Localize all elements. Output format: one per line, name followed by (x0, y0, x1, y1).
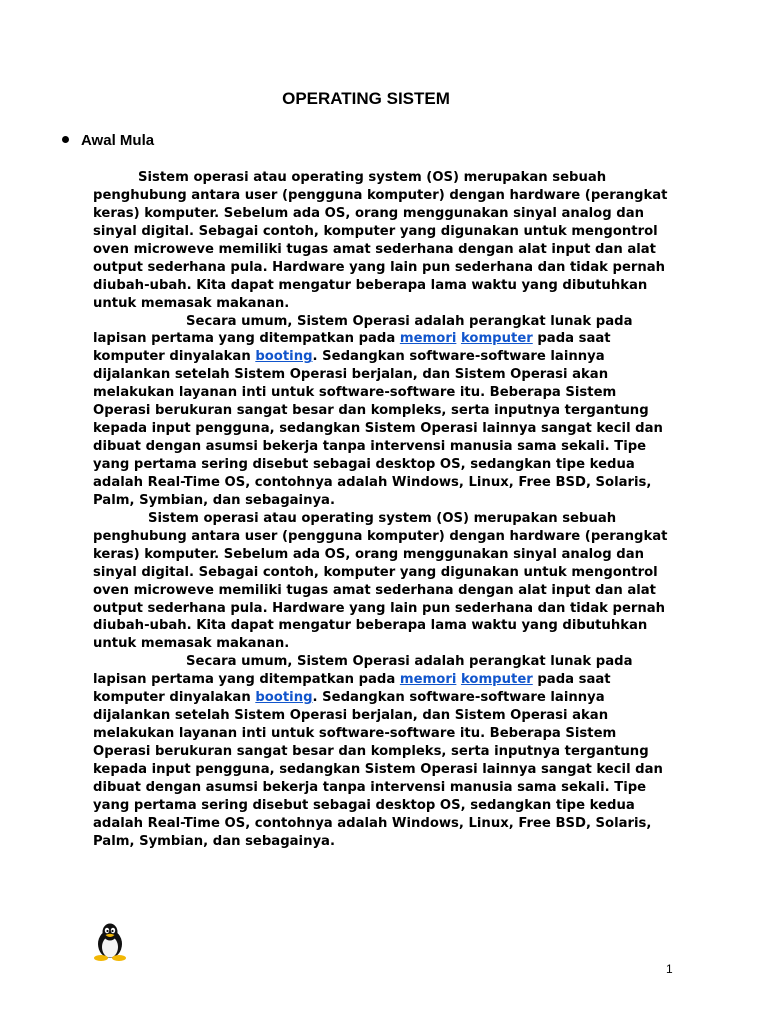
link-memori[interactable]: memori (399, 331, 457, 347)
page-number: 1 (666, 962, 673, 976)
section-heading (62, 132, 154, 150)
paragraph-1: Sistem operasi atau operating system (OS) merupakan sebuah penghubung antara user (pengguna komputer) dengan hardware (perangkat keras) komputer. Sebelum ada OS, orang menggunakan sinyal analog dan sinyal digital. Sebagai contoh, komputer yang digunakan untuk mengontrol oven microweve memiliki tugas amat sederhana dengan alat input dan alat output sederhana pula. Hardware yang lain pun sederhana dan tidak pernah diubah-ubah. Kita dapat mengatur beberapa lama waktu yang dibutuhkan untuk memasak makanan. (93, 170, 668, 311)
paragraph-2-text-c: . Sedangkan software-software lainnya dijalankan setelah Sistem Operasi berjalan, dan Sistem Operasi akan melakukan layanan inti untuk software-software itu. Beberapa Sistem Operasi berukuran sangat besar dan kompleks, serta inputnya tergantung kepada input pengguna, sedangkan Sistem Operasi lainnya sangat kecil dan dibuat dengan asumsi bekerja tanpa intervensi manusia sama sekali. Tipe yang pertama sering disebut sebagai desktop OS, sedangkan tipe kedua adalah Real-Time OS, contohnya adalah Windows, Linux, Free BSD, Solaris, Palm, Symbian, dan sebagainya. (93, 349, 663, 508)
link-booting-2[interactable]: booting (255, 690, 313, 706)
tux-penguin-icon (92, 921, 128, 961)
paragraph-2-text-a: Secara umum, Sistem Operasi adalah perangkat lunak pada lapisan pertama yang ditempatkan pada (93, 313, 633, 347)
link-booting[interactable]: booting (255, 349, 313, 365)
paragraph-2 (93, 313, 673, 510)
paragraph-2-text-b: pada saat komputer dinyalakan (93, 331, 611, 365)
link-memori-2[interactable]: memori (399, 672, 457, 688)
paragraph-4-text-b: pada saat komputer dinyalakan (93, 672, 611, 706)
paragraph-4 (93, 653, 673, 850)
bullet-icon (62, 136, 69, 143)
link-komputer-2[interactable]: komputer (460, 672, 533, 688)
paragraph-4-text-c: . Sedangkan software-software lainnya dijalankan setelah Sistem Operasi berjalan, dan Sistem Operasi akan melakukan layanan inti untuk software-software itu. Beberapa Sistem Operasi berukuran sangat besar dan kompleks, serta inputnya tergantung kepada input pengguna, sedangkan Sistem Operasi lainnya sangat kecil dan dibuat dengan asumsi bekerja tanpa intervensi manusia sama sekali. Tipe yang pertama sering disebut sebagai desktop OS, sedangkan tipe kedua adalah Real-Time OS, contohnya adalah Windows, Linux, Free BSD, Solaris, Palm, Symbian, dan sebagainya. (93, 690, 663, 849)
paragraph-3: Sistem operasi atau operating system (OS) merupakan sebuah penghubung antara user (pengguna komputer) dengan hardware (perangkat keras) komputer. Sebelum ada OS, orang menggunakan sinyal analog dan sinyal digital. Sebagai contoh, komputer yang digunakan untuk mengontrol oven microweve memiliki tugas amat sederhana dengan alat input dan alat output sederhana pula. Hardware yang lain pun sederhana dan tidak pernah diubah-ubah. Kita dapat mengatur beberapa lama waktu yang dibutuhkan untuk memasak makanan. (93, 510, 668, 652)
document-title: OPERATING SISTEM (282, 89, 450, 108)
link-komputer[interactable]: komputer (460, 331, 533, 347)
paragraph-4-text-a: Secara umum, Sistem Operasi adalah perangkat lunak pada lapisan pertama yang ditempatkan pada (93, 654, 633, 688)
section-heading-label: Awal Mula (81, 132, 155, 149)
document-body (93, 169, 673, 851)
